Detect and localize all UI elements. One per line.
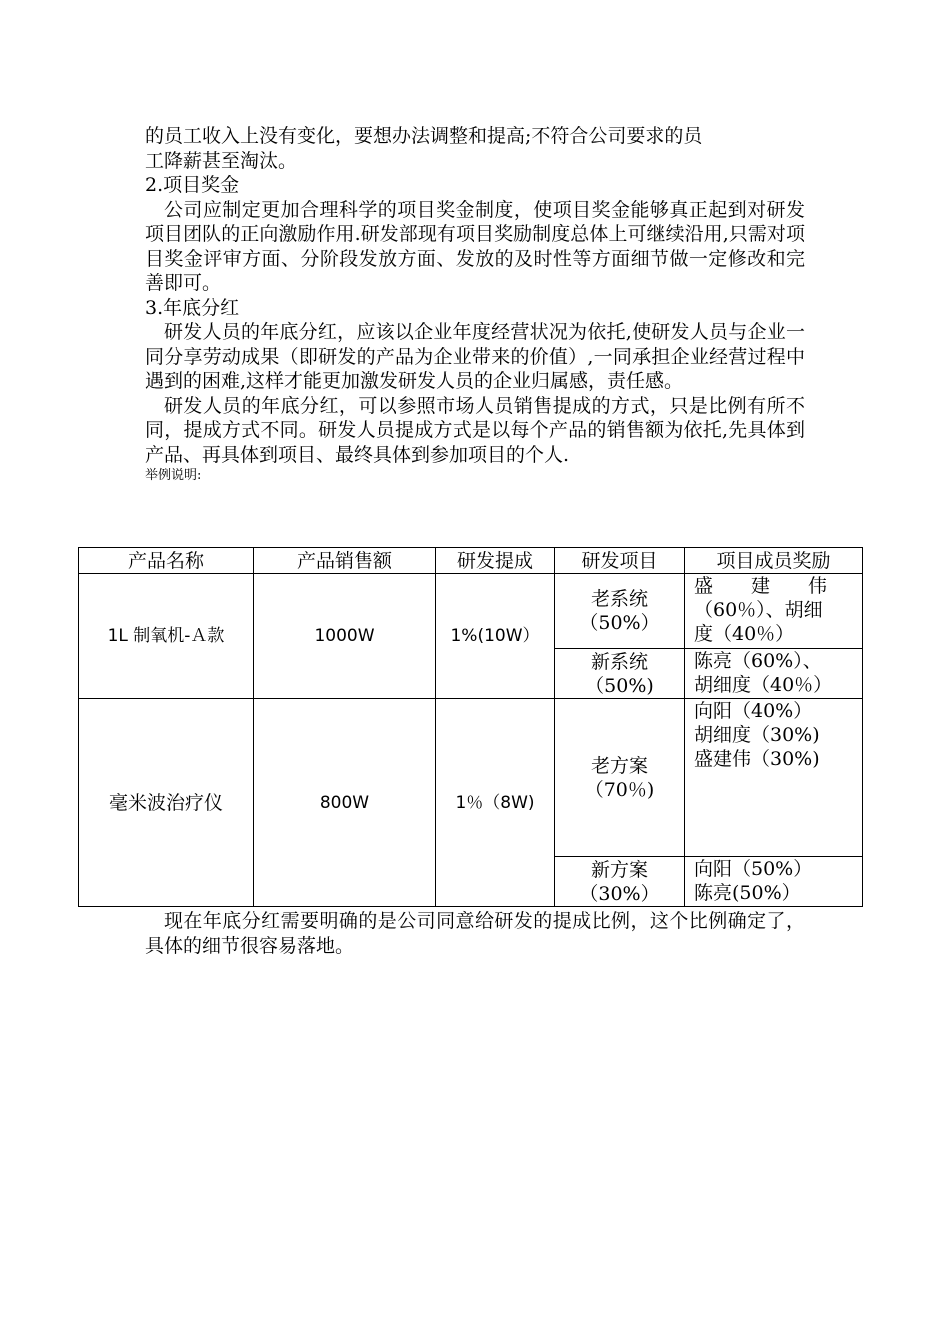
member-line: 向阳（50%） bbox=[694, 858, 813, 880]
project-name: 新方案 bbox=[590, 858, 648, 881]
header-sales: 产品销售额 bbox=[254, 548, 436, 574]
table-row bbox=[79, 574, 863, 649]
member-line: 胡细度（40％） bbox=[694, 674, 833, 696]
product-cell: 毫米波治疗仪 bbox=[79, 699, 254, 907]
table-row bbox=[79, 699, 863, 857]
product-cell: 1L 制氧机-Ａ款 bbox=[79, 574, 254, 699]
project-share: （70％) bbox=[584, 778, 655, 801]
member-line: 盛建伟（30%) bbox=[694, 748, 820, 770]
project-share: （30%） bbox=[579, 882, 660, 905]
project-share: （50%) bbox=[585, 674, 654, 697]
project-cell bbox=[555, 574, 685, 649]
sales-cell: 1000W bbox=[254, 574, 436, 699]
members-cell bbox=[685, 649, 863, 699]
section-3-paragraph-2: 研发人员的年底分红，可以参照市场人员销售提成的方式，只是比例有所不同，提成方式不同。研发人员提成方式是以每个产品的销售额为依托,先具体到产品、再具体到项目、最终具体到参加项目的个人. bbox=[145, 394, 805, 466]
project-name: 老方案 bbox=[590, 754, 648, 777]
bonus-table bbox=[78, 547, 863, 907]
project-cell bbox=[555, 649, 685, 699]
member-line: 盛 建 伟 bbox=[694, 575, 828, 597]
section-3-heading: 3.年底分红 bbox=[145, 296, 240, 319]
example-note: 举例说明: bbox=[145, 468, 202, 483]
project-name: 新系统 bbox=[590, 650, 648, 673]
header-product: 产品名称 bbox=[79, 548, 254, 574]
project-cell bbox=[555, 857, 685, 907]
members-cell bbox=[685, 857, 863, 907]
section-2-heading: 2.项目奖金 bbox=[145, 174, 240, 196]
project-name: 老系统 bbox=[590, 588, 648, 610]
section-3-paragraph-1: 研发人员的年底分红，应该以企业年度经营状况为依托,使研发人员与企业一同分享劳动成果（即研发的产品为企业带来的价值）,一同承担企业经营过程中遇到的困难,这样才能更加激发研发人员的企业归属感，责任感。 bbox=[145, 321, 805, 392]
sales-cell: 800W bbox=[254, 699, 436, 907]
member-line: 胡细度（30%) bbox=[694, 724, 820, 746]
text-section bbox=[145, 124, 805, 485]
header-project: 研发项目 bbox=[555, 548, 685, 574]
section-2-paragraph: 公司应制定更加合理科学的项目奖金制度，使项目奖金能够真正起到对研发项目团队的正向激励作用.研发部现有项目奖励制度总体上可继续沿用,只需对项目奖金评审方面、分阶段发放方面、发放的及时性等方面细节做一定修改和完善即可。 bbox=[145, 198, 805, 294]
member-line: 向阳（40%） bbox=[694, 700, 813, 722]
member-line: 度（40％） bbox=[694, 623, 795, 645]
table-header-row bbox=[79, 548, 863, 574]
header-commission: 研发提成 bbox=[436, 548, 555, 574]
intro-line-1: 的员工收入上没有变化，要想办法调整和提高;不符合公司要求的员 bbox=[145, 125, 703, 147]
member-line: （60％）、胡细 bbox=[694, 599, 823, 621]
commission-cell: 1％（8W) bbox=[436, 699, 555, 907]
members-cell bbox=[685, 574, 863, 649]
member-line: 陈亮（60%）、 bbox=[694, 650, 822, 672]
closing-paragraph: 现在年底分红需要明确的是公司同意给研发的提成比例，这个比例确定了，具体的细节很容易落地。 bbox=[145, 910, 805, 957]
member-line: 陈亮(50%） bbox=[694, 882, 801, 904]
header-member-reward: 项目成员奖励 bbox=[685, 548, 863, 574]
intro-line-2: 工降薪甚至淘汰。 bbox=[145, 149, 298, 172]
commission-cell: 1%(10W） bbox=[436, 574, 555, 699]
project-share: （50%） bbox=[579, 612, 660, 634]
members-cell bbox=[685, 699, 863, 857]
project-cell bbox=[555, 699, 685, 857]
